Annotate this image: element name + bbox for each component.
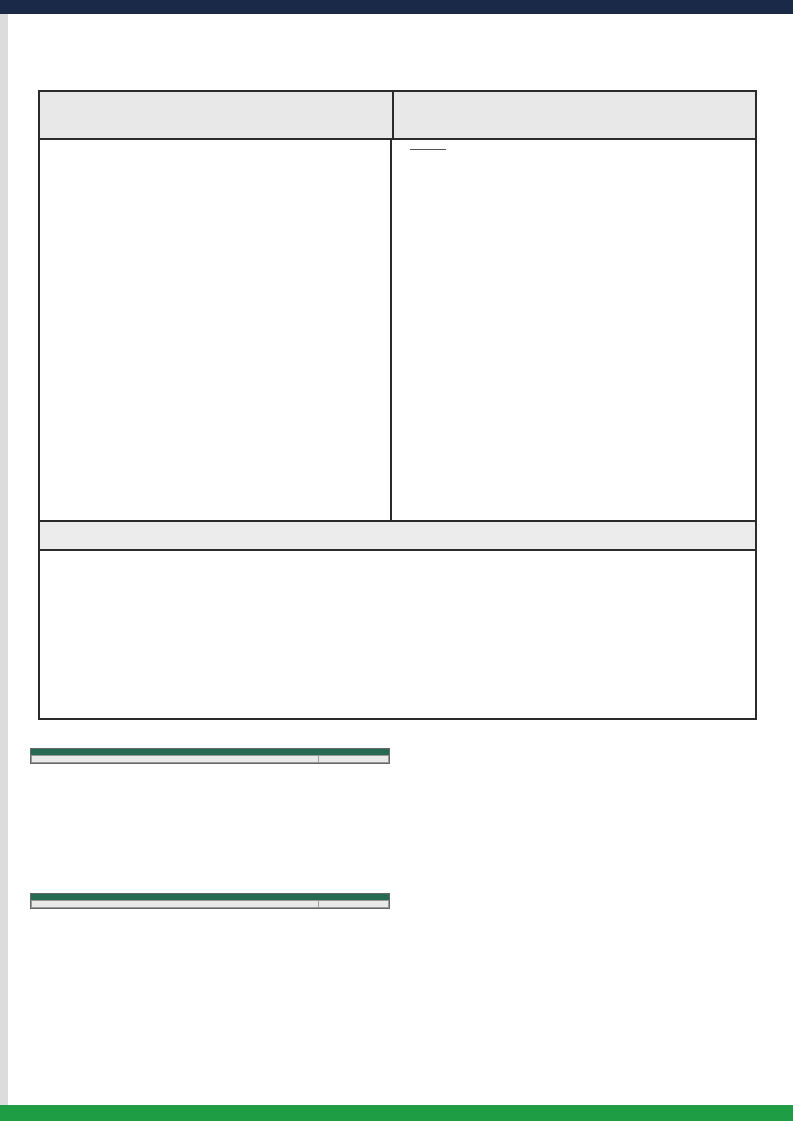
- rhythm-panel-title: [394, 92, 755, 138]
- figure-body: [40, 140, 755, 520]
- minutes-summary-table: [410, 149, 446, 150]
- rhythm-distribution-column: [392, 140, 755, 520]
- frequency-domain-item-header: [32, 901, 319, 908]
- time-domain-item-header: [32, 756, 319, 763]
- time-domain-table: [30, 748, 390, 764]
- bottom-border-bar: [0, 1105, 793, 1121]
- left-edge-strip: [0, 14, 8, 1105]
- egg-figure-box: [38, 90, 757, 720]
- waveform-panel-title: [40, 92, 394, 138]
- rsa-section-body: [40, 551, 755, 718]
- minutes-table-sub-header: [410, 149, 446, 150]
- raw-waveform-column: [40, 140, 392, 520]
- time-domain-header-row: [32, 756, 389, 763]
- frequency-domain-result-header: [319, 901, 389, 908]
- frequency-domain-header-row: [32, 901, 389, 908]
- figure-header-row: [40, 92, 755, 140]
- patient-header-3: [442, 149, 446, 150]
- rsa-section-title: [40, 520, 755, 551]
- time-domain-result-header: [319, 756, 389, 763]
- top-border-bar: [0, 0, 793, 14]
- frequency-domain-table: [30, 893, 390, 909]
